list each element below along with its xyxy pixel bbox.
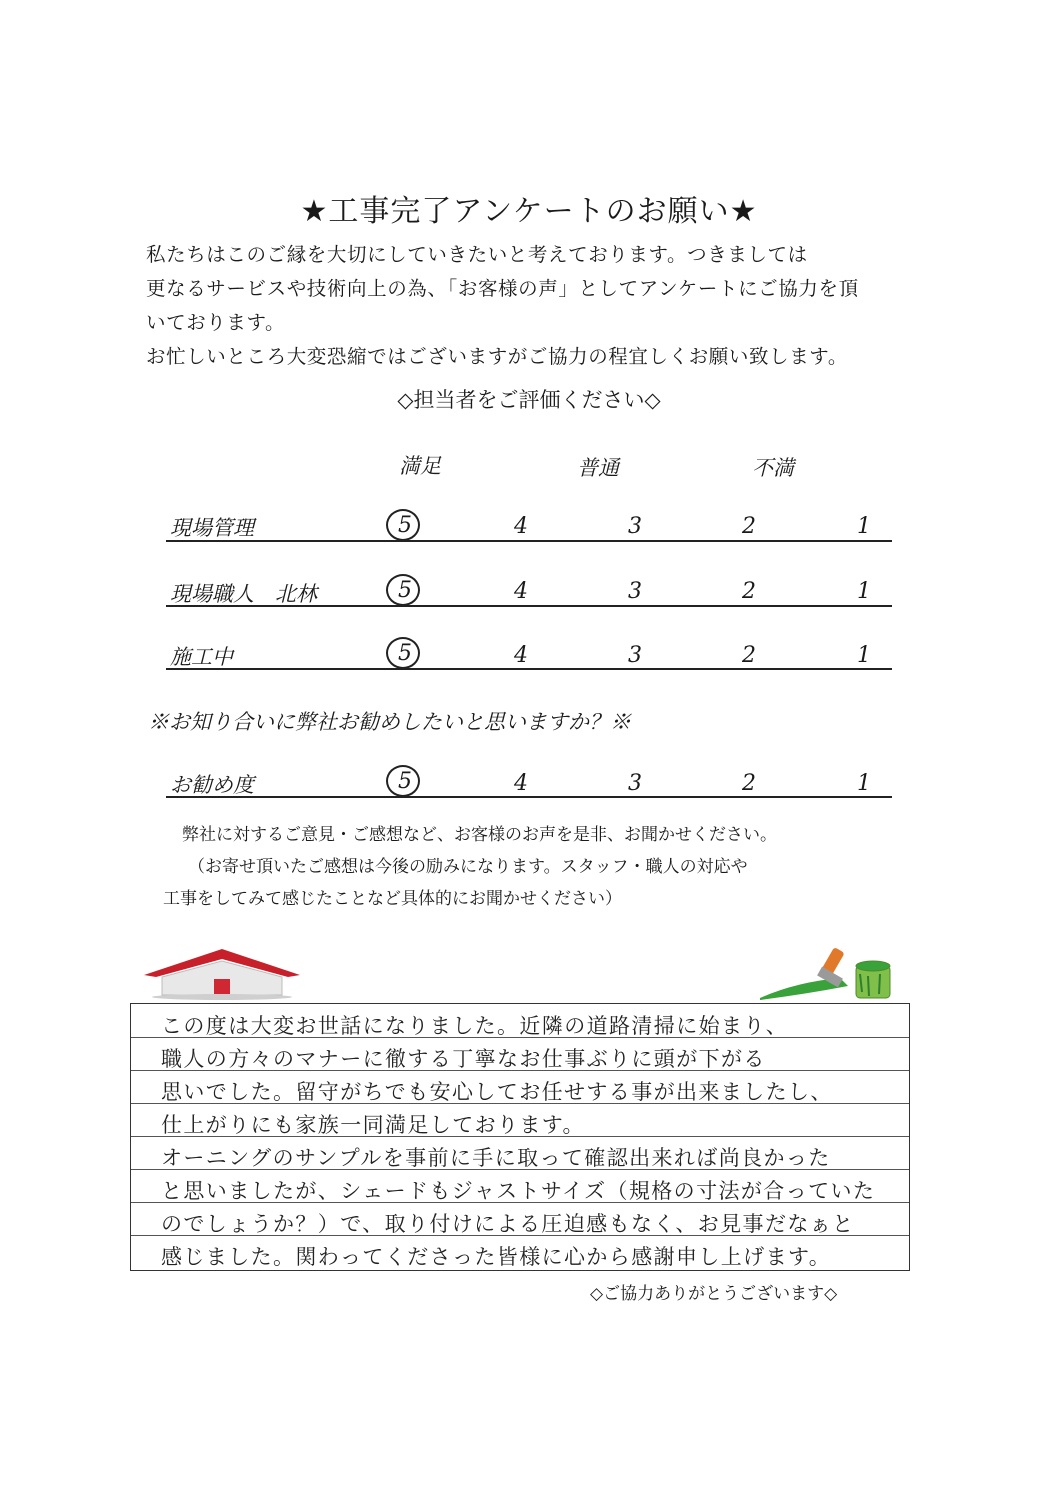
comment-box[interactable] — [130, 1003, 910, 1271]
rating-2[interactable]: 2 — [742, 771, 756, 796]
selection-circle — [386, 765, 420, 797]
page-title: ★工事完了アンケートのお願い★ — [300, 194, 758, 229]
rating-2[interactable]: 2 — [742, 514, 756, 539]
rating-underline — [166, 668, 892, 670]
comment-line: 思いでした。留守がちでも安心してお任せする事が出来ましたし、 — [161, 1080, 833, 1104]
rating-underline — [166, 605, 892, 607]
comment-prompt-line: 弊社に対するご意見・ご感想など、お客様のお声を是非、お聞かせください。 — [182, 825, 777, 845]
rating-label-during-construction: 施工中 — [170, 645, 233, 669]
selection-circle — [386, 637, 420, 669]
comment-line: と思いましたが、シェードもジャストサイズ（規格の寸法が合っていた — [161, 1179, 876, 1203]
rating-5-selected[interactable]: 5 — [390, 769, 420, 794]
rating-4[interactable]: 4 — [514, 643, 528, 668]
comment-line: オーニングのサンプルを事前に手に取って確認出来れば尚良かった — [161, 1146, 831, 1170]
rating-label-site-management: 現場管理 — [170, 516, 254, 540]
rating-5-selected[interactable]: 5 — [390, 578, 420, 603]
rating-2[interactable]: 2 — [742, 579, 756, 604]
rating-3[interactable]: 3 — [628, 514, 642, 539]
house-icon — [140, 945, 304, 1001]
comment-prompt-line: （お寄せ頂いたご感想は今後の励みになります。スタッフ・職人の対応や — [188, 857, 748, 877]
comment-line: 職人の方々のマナーに徹する丁寧なお仕事ぶりに頭が下がる — [161, 1047, 766, 1071]
comment-line: 仕上がりにも家族一同満足しております。 — [161, 1113, 585, 1137]
rating-label-recommendation: お勧め度 — [170, 773, 254, 797]
scale-label-satisfied: 満足 — [399, 454, 441, 478]
rating-3[interactable]: 3 — [628, 579, 642, 604]
rating-4[interactable]: 4 — [514, 579, 528, 604]
scale-label-dissatisfied: 不満 — [752, 456, 794, 480]
intro-line: いております。 — [146, 311, 286, 334]
rating-2[interactable]: 2 — [742, 643, 756, 668]
rating-underline — [166, 796, 892, 798]
recommend-question: ※お知り合いに弊社お勧めしたいと思いますか？※ — [148, 710, 631, 734]
evaluate-heading: ◇担当者をご評価ください◇ — [397, 388, 661, 412]
rating-5-selected[interactable]: 5 — [390, 513, 420, 538]
rating-1[interactable]: 1 — [857, 771, 871, 796]
intro-line: 私たちはこのご縁を大切にしていきたいと考えております。つきましては — [146, 243, 808, 266]
intro-line: 更なるサービスや技術向上の為、「お客様の声」としてアンケートにご協力を頂 — [146, 277, 859, 300]
rating-4[interactable]: 4 — [514, 514, 528, 539]
comment-prompt-line: 工事をしてみて感じたことなど具体的にお聞かせください） — [163, 889, 622, 909]
comment-line: 感じました。関わってくださった皆様に心から感謝申し上げます。 — [161, 1245, 832, 1269]
comment-line: のでしょうか？）で、取り付けによる圧迫感もなく、お見事だなぁと — [161, 1212, 855, 1236]
rating-5-selected[interactable]: 5 — [390, 641, 420, 666]
rating-1[interactable]: 1 — [857, 579, 871, 604]
rating-4[interactable]: 4 — [514, 771, 528, 796]
rating-underline — [166, 540, 892, 542]
selection-circle — [386, 574, 420, 606]
scale-label-normal: 普通 — [577, 456, 619, 480]
intro-line: お忙しいところ大変恐縮ではございますがご協力の程宜しくお願い致します。 — [146, 345, 848, 368]
rating-3[interactable]: 3 — [628, 643, 642, 668]
comment-line: この度は大変お世話になりました。近隣の道路清掃に始まり、 — [161, 1014, 789, 1038]
rating-1[interactable]: 1 — [857, 514, 871, 539]
selection-circle — [386, 509, 420, 541]
rating-1[interactable]: 1 — [857, 643, 871, 668]
thanks-message: ◇ご協力ありがとうございます◇ — [590, 1284, 838, 1304]
paint-brush-icon — [756, 938, 896, 1004]
rating-label-craftsman: 現場職人 北林 — [170, 582, 317, 606]
rating-3[interactable]: 3 — [628, 771, 642, 796]
